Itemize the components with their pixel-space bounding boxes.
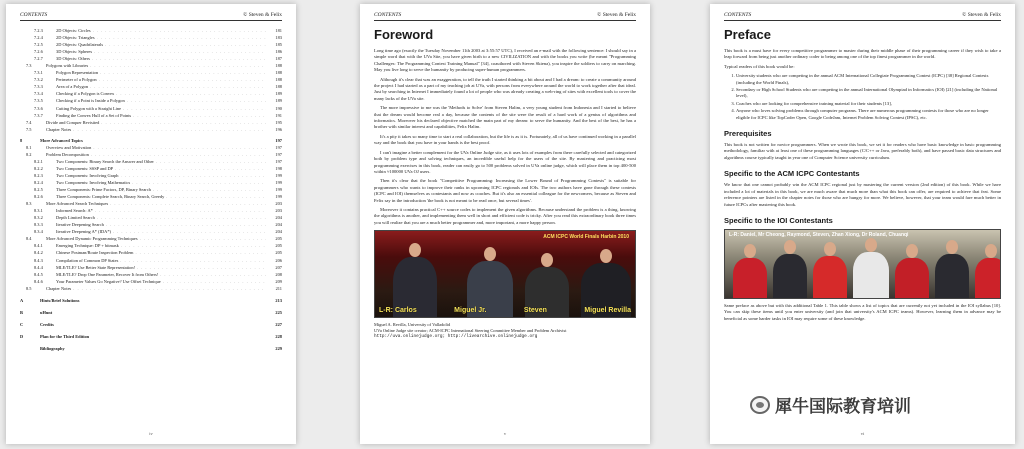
toc-entry[interactable] <box>20 264 282 271</box>
preface-intro: This book is a must have for every competitive programmer to master during their middle phase of their programming career if they wish to take a leap forward from being just another ordinary coder to being among one of the top finest programmer in the world. <box>724 48 1001 60</box>
toc-entry[interactable] <box>20 345 282 352</box>
foreword-paragraph: Moreover it contains practical C++ source codes to implement the given algorithms. Because understand the problem is a thing, knowing the algorithms is another, and implementing them well in short and efficient code is tricky. After you read this extraordinary book three times you will realize that you are a much better programmer and, more important, a more happy person. <box>374 206 636 225</box>
toc-entry[interactable] <box>20 333 282 340</box>
ioi-team-photo <box>724 229 1001 299</box>
toc-page: 203 <box>275 201 282 207</box>
toc-number: 8.4.3 <box>34 257 43 263</box>
signature-name: Miguel A. Revilla, University of Valladolid <box>374 322 451 328</box>
toc-page: 227 <box>275 321 282 327</box>
leader-dots <box>123 105 266 112</box>
leader-dots <box>127 97 266 104</box>
toc-number: 8.3.1 <box>34 208 43 214</box>
page-number: v <box>503 431 507 436</box>
prereq-heading: Prerequisites <box>724 129 772 139</box>
leader-dots <box>92 55 266 62</box>
leader-dots <box>105 41 266 48</box>
header-right: © Steven & Felix <box>597 12 636 18</box>
leader-dots <box>115 165 266 172</box>
toc-title: Polygons with Libraries <box>46 63 89 69</box>
photo-name: Miguel Jr. <box>454 307 487 315</box>
leader-dots <box>135 249 266 256</box>
toc-entry[interactable] <box>20 48 282 55</box>
toc-title: uHunt <box>40 309 53 315</box>
toc-title: Problem Decomposition <box>46 151 89 157</box>
toc-entry[interactable] <box>20 285 282 292</box>
header-right: © Steven & Felix <box>243 12 282 18</box>
prereq-text: This book is not written for novice programmers. When we wrote this book, we set it for readers who have basic knowledge in basic programming methodology, familiar with at least one of these programming languages (C/C++ or Java, preferably both), and have passed basic data structures and algorithms course typically taught in year one of Computer Science university curriculum. <box>724 142 1001 160</box>
toc-number: 7.3.7 <box>34 112 43 118</box>
toc-number: 8 <box>20 137 23 143</box>
toc-page: 196 <box>275 126 282 132</box>
toc-number: 8.3.4 <box>34 229 43 235</box>
toc-entry[interactable] <box>20 257 282 264</box>
toc-title: Finding the Convex Hull of a Set of Points <box>56 112 132 118</box>
preface-title: Preface <box>724 27 771 42</box>
ioi-heading: Specific to the IOI Contestants <box>724 215 833 225</box>
toc-entry[interactable] <box>20 297 282 304</box>
leader-dots <box>73 126 266 133</box>
toc-page: 183 <box>275 35 282 41</box>
toc-page: 188 <box>275 77 282 83</box>
toc-title: Area of a Polygon <box>56 84 89 90</box>
leader-dots <box>163 278 266 285</box>
header-right: © Steven & Felix <box>962 12 1001 18</box>
toc-number: 7.3 <box>26 63 32 69</box>
toc-title: More Advanced Dynamic Programming Techniques <box>46 236 138 242</box>
page-number: vi <box>860 431 865 436</box>
toc-title: Credits <box>40 321 54 327</box>
toc-number: 8.3.3 <box>34 222 43 228</box>
toc-page: 199 <box>275 187 282 193</box>
leader-dots <box>93 144 266 151</box>
toc-title: 2D Objects: Triangles <box>56 35 95 41</box>
foreword-paragraph: It's a pity it takes so many time to start a real collaboration, but the life is as it is. Fortunately, all of us have continued working in a parallel way and the book that you have in your hands is the best proof. <box>374 133 636 146</box>
watermark <box>750 392 911 417</box>
toc-page: 197 <box>275 151 282 157</box>
leader-dots <box>73 285 266 292</box>
toc-number: B <box>20 309 23 315</box>
toc-page: 211 <box>275 285 282 291</box>
header-left: CONTENTS <box>374 12 402 18</box>
leader-dots <box>90 62 266 69</box>
contents-page <box>6 4 296 444</box>
toc-page: 197 <box>275 144 282 150</box>
toc-entry[interactable] <box>20 207 282 214</box>
toc-page: 199 <box>275 179 282 185</box>
world-finals-photo <box>374 230 636 318</box>
toc-entry[interactable] <box>20 309 282 316</box>
toc-page: 205 <box>275 250 282 256</box>
photo-caption: L-R: Daniel, Mr Cheong, Raymond, Steven, Zhan Xiong, Dr Roland, Chuanqi <box>729 231 909 238</box>
toc-page: 188 <box>275 63 282 69</box>
person-figure <box>975 258 1001 298</box>
toc-number: 7.3.5 <box>34 98 43 104</box>
toc-page: 185 <box>275 42 282 48</box>
toc-title: MLE/TLE? Drop One Parameter, Recover It from Others! <box>56 271 159 277</box>
toc-title: Chapter Notes <box>46 126 72 132</box>
foreword-paragraph: I can't imagine a better complement for the UVa Online Judge site, as it uses lots of examples from there carefully selected and categorized both by problem type and solving techniques, an incredible useful help for the users of the site. By mastering and practicing most programming exercises in this book, reader can easily go to 500 problems solved in UVa online judge, which will place them in top 400-500 within ≈100000 UVa OJ users. <box>374 149 636 174</box>
toc-page: 197 <box>275 137 282 143</box>
toc-number: 7.3.4 <box>34 91 43 97</box>
toc-number: 7.2.7 <box>34 56 43 62</box>
leader-dots <box>132 179 266 186</box>
toc-entry[interactable] <box>20 83 282 90</box>
toc-entry[interactable] <box>20 119 282 126</box>
toc-title: 2D Objects: Circles <box>56 28 91 33</box>
leader-dots <box>94 48 266 55</box>
toc-number: 7.3.3 <box>34 84 43 90</box>
toc-title: Depth Limited Search <box>56 215 95 221</box>
toc-page: 225 <box>275 309 282 315</box>
toc-number: 7.2.6 <box>34 49 43 55</box>
table-of-contents <box>20 27 282 352</box>
photo-names <box>379 307 631 314</box>
toc-entry[interactable] <box>20 112 282 119</box>
toc-entry[interactable] <box>20 271 282 278</box>
toc-page: 205 <box>275 243 282 249</box>
foreword-paragraph: Long time ago (exactly the Tuesday November 11th 2003 at 3:55:57 UTC), I received an e-mail with the following sentence: I should say in a simple word that with the UVa Site, you have given birth to a new CIVILIZATION and with the books you write (he meant "Programming Challenges: The Programming Contest Training Manual" [34], coauthored with Steven Skiena), you inspire the soldiers to carry on marching. May you live long to serve the humanity by producing super-human programmers. <box>374 48 636 73</box>
toc-page: 204 <box>275 215 282 221</box>
toc-title: Hints/Brief Solutions <box>40 297 80 303</box>
toc-entry[interactable] <box>20 126 282 133</box>
toc-page: 189 <box>275 91 282 97</box>
leader-dots <box>121 172 267 179</box>
toc-number: 8.2.2 <box>34 165 43 171</box>
toc-title: Two Components: Binary Search the Answer and Other <box>56 158 154 164</box>
toc-page: 203 <box>275 208 282 214</box>
toc-number: 7.2.4 <box>34 35 43 41</box>
toc-entry[interactable] <box>20 200 282 207</box>
toc-entry[interactable] <box>20 97 282 104</box>
toc-title: 3D Objects: Spheres <box>56 49 93 55</box>
after-photo-text: Same preface as above but with this additional Table 1. This table shows a list of topics that are currently not yet included in the IOI syllabus [10]. You can skip these items until you enter university (and join that university's ACM ICPC teams). However, learning them in advance may be beneficial as some harder tasks in IOI may require some of these knowledge. <box>724 302 1001 321</box>
toc-page: 213 <box>275 297 282 303</box>
leader-dots <box>95 207 266 214</box>
toc-title: Two Components: Involving Mathematics <box>56 179 131 185</box>
foreword-title: Foreword <box>374 27 434 42</box>
toc-number: 8.2.6 <box>34 194 43 200</box>
toc-title: 2D Objects: Quadrilaterals <box>56 42 104 48</box>
person-figure <box>813 256 847 298</box>
toc-number: 7.2.3 <box>34 28 43 33</box>
toc-title: Perimeter of a Polygon <box>56 77 97 83</box>
toc-title: MLE/TLE? Use Better State Representation! <box>56 264 136 270</box>
toc-title: Three Components: Complete Search, Binary Search, Greedy <box>56 194 165 200</box>
toc-title: Divide and Conquer Revisited <box>46 119 100 125</box>
toc-number: 8.2.1 <box>34 158 43 164</box>
toc-number: 8.4.5 <box>34 271 43 277</box>
person-figure <box>853 252 889 298</box>
toc-title: Three Components: Prime Factors, DP, Binary Search <box>56 187 151 193</box>
toc-number: C <box>20 321 24 327</box>
toc-title: Checking if a Point is Inside a Polygon <box>56 98 125 104</box>
person-figure <box>773 254 807 298</box>
toc-page: 186 <box>275 49 282 55</box>
icpc-text: We know that one cannot probably win the ACM ICPC regional just by mastering the current version (2nd edition) of this book. While we have included a lot of materials in this book, we are much aware that much more than what this book can offer, are required to achieve that feat. Some reference pointers are listed in the chapter notes for those who are hungry for more. We believe, however, that your team would fare much better in future ICPCs after mastering this book. <box>724 182 1001 207</box>
toc-title: More Advanced Topics <box>40 137 83 143</box>
toc-page: 187 <box>275 56 282 62</box>
list-item: 3. Coaches who are looking for comprehensive training material for their students [13], <box>736 101 1001 107</box>
running-header <box>20 12 282 21</box>
toc-page: 181 <box>275 28 282 33</box>
toc-title: Iterative Deepening A* (IDA*) <box>56 229 111 235</box>
toc-page: 204 <box>275 222 282 228</box>
toc-number: 8.2 <box>26 151 32 157</box>
header-left: CONTENTS <box>724 12 752 18</box>
header-left: CONTENTS <box>20 12 48 18</box>
toc-number: 8.4.2 <box>34 250 43 256</box>
toc-page: 199 <box>275 194 282 200</box>
toc-number: 7.3.1 <box>34 70 43 76</box>
person-figure <box>935 254 969 298</box>
toc-page: 229 <box>275 345 282 351</box>
leader-dots <box>106 221 266 228</box>
toc-entry[interactable] <box>20 34 282 41</box>
toc-entry[interactable] <box>20 321 282 328</box>
toc-title: Chapter Notes <box>46 285 72 291</box>
toc-entry[interactable] <box>20 62 282 69</box>
photo-name: Steven <box>523 307 547 315</box>
foreword-page <box>360 4 650 444</box>
toc-title: Bibliography <box>40 345 65 351</box>
leader-dots <box>97 34 266 41</box>
toc-number: D <box>20 333 24 339</box>
toc-page: 206 <box>275 257 282 263</box>
toc-page: 190 <box>275 105 282 111</box>
toc-page: 188 <box>275 84 282 90</box>
toc-number: 7.3.2 <box>34 77 43 83</box>
toc-number: 8.2.3 <box>34 172 43 178</box>
preface-page <box>710 4 1015 444</box>
toc-title: Two Components: Involving Graph <box>56 172 119 178</box>
toc-entry[interactable] <box>20 27 282 34</box>
leader-dots <box>133 112 266 119</box>
leader-dots <box>113 228 266 235</box>
toc-page: 188 <box>275 70 282 76</box>
leader-dots <box>121 242 266 249</box>
signature-links: http://uva.onlinejudge.org; http://livearchive.onlinejudge.org <box>374 334 538 340</box>
leader-dots <box>156 158 266 165</box>
toc-entry[interactable] <box>20 165 282 172</box>
toc-title: 3D Objects: Others <box>56 56 90 62</box>
toc-entry[interactable] <box>20 235 282 242</box>
photo-banner: ACM ICPC World Finals Harbin 2010 <box>543 234 629 241</box>
signature-role: UVa Online Judge site creator; ACM-ICPC International Steering Committee Member and Problem Archivist <box>374 328 567 334</box>
toc-number: 8.1 <box>26 144 32 150</box>
toc-page: 197 <box>275 158 282 164</box>
toc-number: 7.5 <box>26 126 32 132</box>
toc-page: 209 <box>275 278 282 284</box>
toc-number: 7.3.6 <box>34 105 43 111</box>
toc-entry[interactable] <box>20 69 282 76</box>
leader-dots <box>91 151 266 158</box>
foreword-body <box>374 48 636 226</box>
toc-title: Checking if a Polygon is Convex <box>56 91 115 97</box>
leader-dots <box>140 235 266 242</box>
toc-page: 205 <box>275 236 282 242</box>
toc-entry[interactable] <box>20 55 282 62</box>
toc-number: 8.5 <box>26 285 32 291</box>
toc-number: 8.4 <box>26 236 32 242</box>
toc-number: 7.2.5 <box>34 42 43 48</box>
toc-entry[interactable] <box>20 158 282 165</box>
leader-dots <box>137 264 266 271</box>
toc-page: 207 <box>275 264 282 270</box>
photo-name: L-R: Carlos <box>379 307 417 315</box>
toc-entry[interactable] <box>20 76 282 83</box>
toc-page: 204 <box>275 229 282 235</box>
leader-dots <box>116 90 266 97</box>
leader-dots <box>166 193 266 200</box>
leader-dots <box>120 257 266 264</box>
toc-entry[interactable] <box>20 278 282 285</box>
leader-dots <box>110 200 266 207</box>
toc-number: 7.4 <box>26 119 32 125</box>
toc-entry[interactable] <box>20 186 282 193</box>
readers-intro: Typical readers of this book would be: <box>724 63 795 69</box>
toc-number: 8.4.6 <box>34 278 43 284</box>
toc-entry[interactable] <box>20 105 282 112</box>
toc-entry[interactable] <box>20 179 282 186</box>
foreword-paragraph: Although it's clear that was an exaggeration, to tell the truth I started thinking a bit about and I had a dream: to create a community around the project I had started as a part of my teaching job at UVa, with persons from everywhere around the world to work together after that ideal. Just by searching in Internet I immediately found a lot of people who was already creating a web-ring of sites with excellent tools to cover the many lacks of the UVa site. <box>374 76 636 101</box>
toc-entry[interactable] <box>20 214 282 221</box>
toc-entry[interactable] <box>20 249 282 256</box>
toc-entry[interactable] <box>20 172 282 179</box>
toc-title: Compilation of Common DP States <box>56 257 119 263</box>
toc-entry[interactable] <box>20 228 282 235</box>
photo-name: Miguel Revilla <box>584 307 631 315</box>
leader-dots <box>90 83 266 90</box>
leader-dots <box>101 119 266 126</box>
leader-dots <box>153 186 266 193</box>
toc-title: Polygon Representation <box>56 70 99 76</box>
page-number: iv <box>149 431 153 436</box>
toc-title: Plan for the Third Edition <box>40 333 90 339</box>
toc-number: 8.3 <box>26 201 32 207</box>
leader-dots <box>160 271 266 278</box>
toc-title: Informed Search: A* <box>56 208 93 214</box>
toc-number: 8.2.4 <box>34 179 43 185</box>
toc-title: Two Components: SSSP and DP <box>56 165 114 171</box>
toc-entry[interactable] <box>20 144 282 151</box>
toc-number: 8.4.1 <box>34 243 43 249</box>
list-item: 4. Anyone who loves solving problems through computer programs. There are numerous programming contests for those who are no longer eligible for ICPC like TopCoder Open, Google CodeJam, Internet Problem Solving Contest (IPSC), etc. <box>736 108 1001 121</box>
foreword-paragraph: The more impressive to me was the 'Methods to Solve' from Steven Halim, a very young student from Indonesia and I started to believe that the dream would become real a day, because the contents of the site were the result of a hard work of a genius of algorithms and informatics. Moreover his declared objective matched the main part of my dream: to serve the humanity. And the best of the best, he has a brother with similar interest and capabilities, Felix Halim. <box>374 105 636 130</box>
toc-title: Cutting Polygon with a Straight Line <box>56 105 122 111</box>
running-header <box>374 12 636 21</box>
toc-page: 195 <box>275 119 282 125</box>
toc-page: 189 <box>275 98 282 104</box>
toc-page: 191 <box>275 112 282 118</box>
icpc-heading: Specific to the ACM ICPC Contestants <box>724 169 860 179</box>
toc-number: 8.2.5 <box>34 187 43 193</box>
toc-title: Emerging Technique: DP + bitmask <box>56 243 119 249</box>
toc-page: 208 <box>275 271 282 277</box>
toc-title: Iterative Deepening Search <box>56 222 104 228</box>
toc-entry[interactable] <box>20 221 282 228</box>
running-header <box>724 12 1001 21</box>
readers-list <box>724 73 1001 121</box>
toc-entry[interactable] <box>20 193 282 200</box>
list-item: 2. Secondary or High School Students who are competing in the annual International Olympiad in Informatics (IOI) [21] (including the National level), <box>736 87 1001 100</box>
toc-entry[interactable] <box>20 90 282 97</box>
toc-title: Overview and Motivation <box>46 144 92 150</box>
toc-page: 228 <box>275 333 282 339</box>
toc-entry[interactable] <box>20 137 282 144</box>
toc-number: A <box>20 297 24 303</box>
person-figure <box>895 258 929 298</box>
toc-number: 8.3.2 <box>34 215 43 221</box>
leader-dots <box>99 76 266 83</box>
toc-title: Chinese Postman/Route Inspection Problem <box>56 250 134 256</box>
person-figure <box>733 258 767 298</box>
toc-page: 199 <box>275 172 282 178</box>
foreword-paragraph: Then it's clear that the book "Competitive Programming: Increasing the Lower Bound of Programming Contests" is suitable for programmers who wants to improve their ranks in upcoming ICPC regionals and IOIs. The two authors have gone through these contests (ICPC and IOI) themselves as contestants and now as coaches. But it's also an essential colleague for the newcomers, because as Steven and Felix say in the introduction 'the book is not meant to be read once, but several times'. <box>374 178 636 203</box>
watermark-text: 犀牛国际教育培训 <box>775 397 911 417</box>
toc-entry[interactable] <box>20 41 282 48</box>
toc-entry[interactable] <box>20 242 282 249</box>
list-item: 1. University students who are competing in the annual ACM International Collegiate Programming Contest (ICPC) [38] Regional Contests (including the World Finals), <box>736 73 1001 86</box>
leader-dots <box>93 27 266 34</box>
leader-dots <box>100 69 266 76</box>
toc-title: More Advanced Search Techniques <box>46 201 109 207</box>
leader-dots <box>97 214 266 221</box>
toc-entry[interactable] <box>20 151 282 158</box>
toc-page: 198 <box>275 165 282 171</box>
wechat-logo-icon <box>750 396 770 414</box>
toc-title: Your Parameter Values Go Negative? Use Offset Technique <box>56 278 161 284</box>
toc-number: 8.4.4 <box>34 264 43 270</box>
